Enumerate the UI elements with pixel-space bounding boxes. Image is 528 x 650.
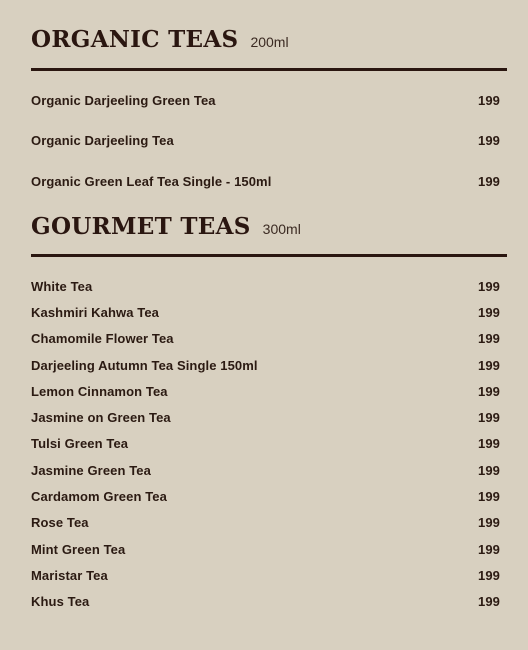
menu-item [31, 174, 507, 189]
menu-item-price: 199 [478, 568, 500, 583]
menu-item [31, 594, 507, 609]
gourmet-teas-section [31, 213, 507, 609]
menu-item-price: 199 [478, 174, 500, 189]
menu-item-price: 199 [478, 384, 500, 399]
menu-item-name: Cardamom Green Tea [31, 489, 167, 504]
menu-item-price: 199 [478, 358, 500, 373]
menu-item-price: 199 [478, 93, 500, 108]
menu-item-price: 199 [478, 331, 500, 346]
menu-item [31, 515, 507, 530]
gourmet-teas-heading-row [31, 213, 507, 240]
menu-item-name: Kashmiri Kahwa Tea [31, 305, 159, 320]
menu-item [31, 358, 507, 373]
gourmet-teas-divider [31, 254, 507, 257]
menu-item [31, 568, 507, 583]
organic-teas-section [31, 26, 507, 189]
menu-item-price: 199 [478, 436, 500, 451]
gourmet-teas-title: GOURMET TEAS [31, 213, 251, 240]
menu-item-name: Jasmine on Green Tea [31, 410, 171, 425]
menu-item-name: Maristar Tea [31, 568, 108, 583]
menu-item-name: Tulsi Green Tea [31, 436, 129, 451]
menu-item-price: 199 [478, 410, 500, 425]
menu-item [31, 133, 507, 148]
menu-item [31, 93, 507, 108]
menu-item-name: Khus Tea [31, 594, 90, 609]
menu-item-name: Lemon Cinnamon Tea [31, 384, 168, 399]
menu-item-price: 199 [478, 594, 500, 609]
menu-item-name: Chamomile Flower Tea [31, 331, 174, 346]
menu-item [31, 542, 507, 557]
menu-item [31, 384, 507, 399]
menu-item-name: Rose Tea [31, 515, 89, 530]
menu-item [31, 436, 507, 451]
menu-item [31, 489, 507, 504]
gourmet-teas-size: 300ml [262, 221, 301, 237]
menu-item-price: 199 [478, 305, 500, 320]
menu-item-name: Jasmine Green Tea [31, 463, 151, 478]
menu-item-price: 199 [478, 279, 500, 294]
menu-item-name: Organic Darjeeling Green Tea [31, 93, 216, 108]
menu-item-name: Mint Green Tea [31, 542, 126, 557]
menu-item-name: Organic Green Leaf Tea Single - 150ml [31, 174, 272, 189]
menu-item-name: White Tea [31, 279, 93, 294]
menu-item [31, 331, 507, 346]
menu-item-name: Darjeeling Autumn Tea Single 150ml [31, 358, 258, 373]
menu-item-price: 199 [478, 463, 500, 478]
menu-item [31, 305, 507, 320]
menu-item [31, 279, 507, 294]
organic-teas-divider [31, 68, 507, 71]
menu-item-price: 199 [478, 489, 500, 504]
organic-teas-heading-row [31, 26, 507, 53]
menu-item-name: Organic Darjeeling Tea [31, 133, 174, 148]
menu-item [31, 410, 507, 425]
menu-item-price: 199 [478, 542, 500, 557]
menu-item-price: 199 [478, 133, 500, 148]
menu-item [31, 463, 507, 478]
organic-teas-size: 200ml [250, 34, 289, 50]
menu-item-price: 199 [478, 515, 500, 530]
organic-teas-title: ORGANIC TEAS [31, 26, 239, 53]
